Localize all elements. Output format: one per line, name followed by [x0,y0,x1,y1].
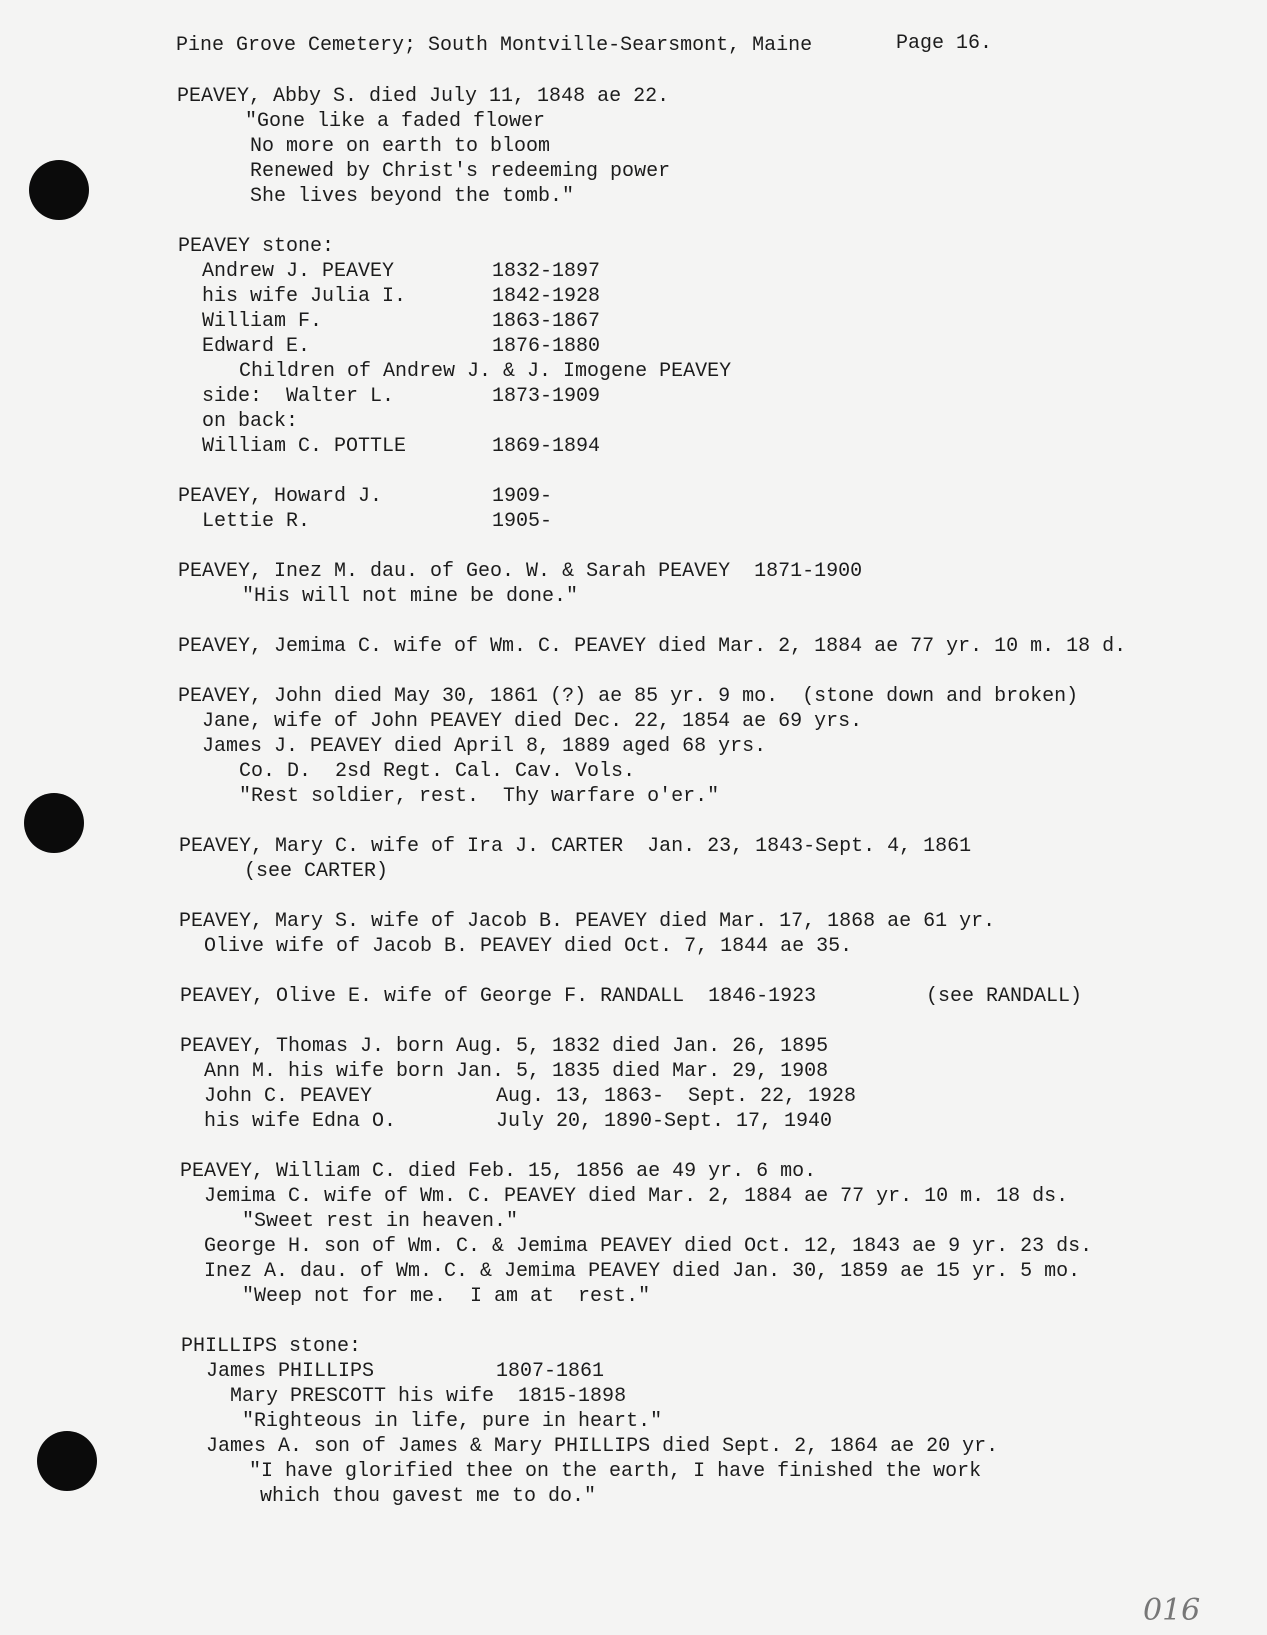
entry-james-j: James J. PEAVEY died April 8, 1889 aged 68 yrs. [202,735,767,758]
entry-olive-e: PEAVEY, Olive E. wife of George F. RANDALL 1846-1923 [180,985,817,1008]
see-reference: (see CARTER) [244,860,389,883]
stone-row-years: 1863-1867 [492,310,601,333]
epitaph-line: "His will not mine be done." [242,585,579,608]
entry-inez-a: Inez A. dau. of Wm. C. & Jemima PEAVEY died Jan. 30, 1859 ae 15 yr. 5 mo. [204,1260,1081,1283]
entry-mary-s: PEAVEY, Mary S. wife of Jacob B. PEAVEY died Mar. 17, 1868 ae 61 yr. [179,910,996,933]
entry-howard: PEAVEY, Howard J. [178,485,383,508]
entry-regiment: Co. D. 2sd Regt. Cal. Cav. Vols. [239,760,636,783]
epitaph-line: "Sweet rest in heaven." [242,1210,519,1233]
entry-mary-c: PEAVEY, Mary C. wife of Ira J. CARTER Jan. 23, 1843-Sept. 4, 1861 [179,835,972,858]
stone-row-name: his wife Julia I. [202,285,407,308]
epitaph-line: "Weep not for me. I am at rest." [242,1285,651,1308]
punch-hole-middle [24,793,84,853]
phillips-heading: PHILLIPS stone: [181,1335,362,1358]
entry-olive-wife: Olive wife of Jacob B. PEAVEY died Oct. 7, 1844 ae 35. [204,935,853,958]
entry-lettie: Lettie R. [202,510,311,533]
entry-james-phillips-years: 1807-1861 [496,1360,605,1383]
epitaph-line: "Rest soldier, rest. Thy warfare o'er." [239,785,720,808]
entry-john-c: John C. PEAVEY [204,1085,373,1108]
epitaph-line: "Righteous in life, pure in heart." [242,1410,663,1433]
punch-hole-bottom [37,1431,97,1491]
stone-row-years: 1876-1880 [492,335,601,358]
epitaph-line: "Gone like a faded flower [245,110,546,133]
entry-howard-years: 1909- [492,485,553,508]
entry-william-c: PEAVEY, William C. died Feb. 15, 1856 ae 49 yr. 6 mo. [180,1160,817,1183]
epitaph-line: No more on earth to bloom [250,135,551,158]
stone-row-years: 1832-1897 [492,260,601,283]
stone-heading: PEAVEY stone: [178,235,335,258]
entry-thomas: PEAVEY, Thomas J. born Aug. 5, 1832 died Jan. 26, 1895 [180,1035,829,1058]
stone-row-name: Andrew J. PEAVEY [202,260,395,283]
stone-children: Children of Andrew J. & J. Imogene PEAVEY [239,360,732,383]
entry-james-a: James A. son of James & Mary PHILLIPS died Sept. 2, 1864 ae 20 yr. [206,1435,999,1458]
entry-john: PEAVEY, John died May 30, 1861 (?) ae 85 yr. 9 mo. (stone down and broken) [178,685,1079,708]
entry-george-h: George H. son of Wm. C. & Jemima PEAVEY died Oct. 12, 1843 ae 9 yr. 23 ds. [204,1235,1093,1258]
epitaph-line: which thou gavest me to do." [260,1485,597,1508]
entry-john-c-dates: Aug. 13, 1863- Sept. 22, 1928 [496,1085,857,1108]
epitaph-line: She lives beyond the tomb." [250,185,575,208]
entry-ann: Ann M. his wife born Jan. 5, 1835 died Mar. 29, 1908 [204,1060,829,1083]
stone-side-years: 1873-1909 [492,385,601,408]
epitaph-line: "I have glorified thee on the earth, I have finished the work [249,1460,982,1483]
entry-jane: Jane, wife of John PEAVEY died Dec. 22, 1854 ae 69 yrs. [202,710,863,733]
page-title: Pine Grove Cemetery; South Montville-Searsmont, Maine [176,34,813,57]
entry-edna-dates: July 20, 1890-Sept. 17, 1940 [496,1110,833,1133]
stone-side-name: side: Walter L. [202,385,395,408]
entry-jemima: PEAVEY, Jemima C. wife of Wm. C. PEAVEY died Mar. 2, 1884 ae 77 yr. 10 m. 18 d. [178,635,1127,658]
stone-back-years: 1869-1894 [492,435,601,458]
stone-row-years: 1842-1928 [492,285,601,308]
entry-edna: his wife Edna O. [204,1110,397,1133]
entry-jemima-c: Jemima C. wife of Wm. C. PEAVEY died Mar. 2, 1884 ae 77 yr. 10 m. 18 ds. [204,1185,1069,1208]
entry-mary-prescott: Mary PRESCOTT his wife 1815-1898 [230,1385,627,1408]
entry-james-phillips: James PHILLIPS [206,1360,375,1383]
see-reference: (see RANDALL) [926,985,1083,1008]
entry-inez: PEAVEY, Inez M. dau. of Geo. W. & Sarah PEAVEY 1871-1900 [178,560,863,583]
archive-page-mark: 016 [1143,1593,1201,1628]
epitaph-line: Renewed by Christ's redeeming power [250,160,671,183]
page-number: Page 16. [896,32,993,55]
punch-hole-top [29,160,89,220]
stone-back-name: William C. POTTLE [202,435,407,458]
stone-back-label: on back: [202,410,299,433]
stone-row-name: Edward E. [202,335,311,358]
entry-abby: PEAVEY, Abby S. died July 11, 1848 ae 22. [177,85,670,108]
entry-lettie-years: 1905- [492,510,553,533]
stone-row-name: William F. [202,310,323,333]
